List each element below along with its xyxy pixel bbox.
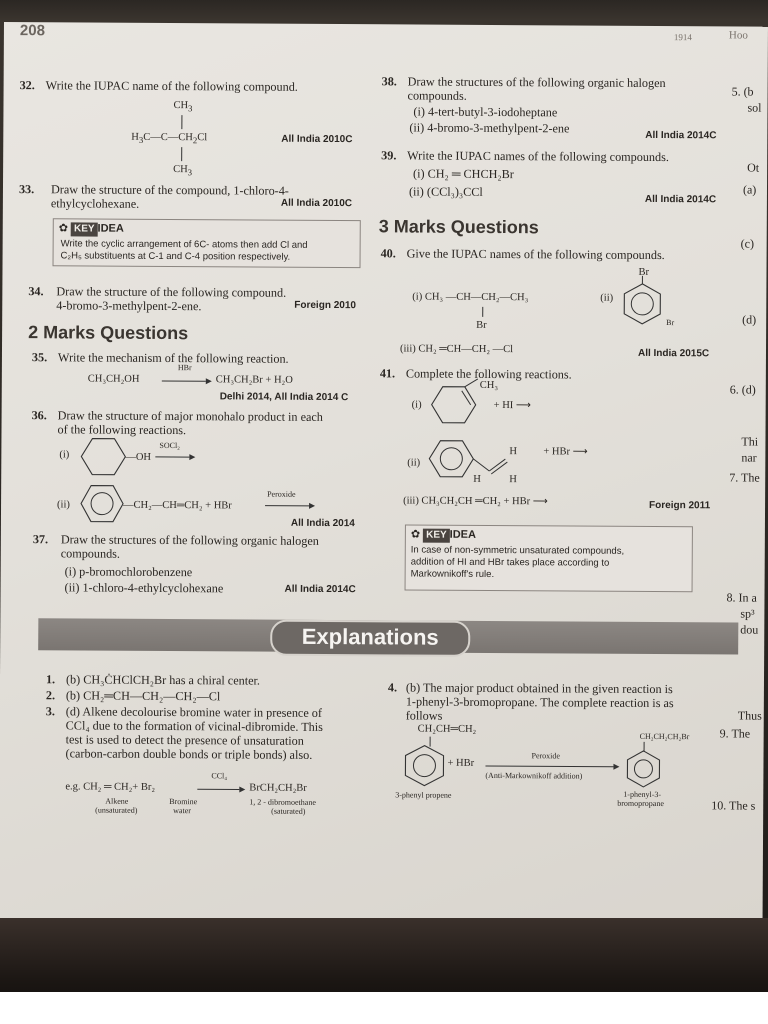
q35-product: CH₃CH₂Br + H₂O — [215, 374, 293, 386]
top-right-note-1: 1914 — [673, 32, 692, 43]
key-idea-1-header: ✿ KEY IDEA — [58, 222, 124, 235]
margin-6: 6. (d) — [729, 382, 756, 397]
q33-line2: ethylcyclohexane. — [50, 196, 140, 211]
q36-source: All India 2014 — [290, 517, 355, 530]
q41-ii-label: (ii) — [407, 457, 421, 469]
bromopropane-benzene-ring — [625, 750, 661, 788]
top-right-note-2: Hoo — [728, 29, 748, 42]
q34-source: Foreign 2010 — [294, 299, 357, 312]
q36-i-arrow — [155, 453, 195, 461]
q33-line1: Draw the structure of the compound, 1-chloro-4- — [50, 182, 289, 198]
exp3-line2: CCl₄ due to the formation of vicinal-dibromide. This — [65, 718, 323, 734]
exp4-label-right1: 1-phenyl-3- — [623, 789, 662, 800]
q41-text: Complete the following reactions. — [405, 366, 572, 382]
exp4-hbr: + HBr — [447, 757, 475, 769]
q38-i: (i) 4-tert-butyl-3-iodoheptane — [413, 104, 558, 120]
dibromo-benzene-ring — [622, 282, 662, 326]
q40-number: 40. — [380, 246, 396, 261]
q41-i-ch3: CH₃ — [479, 379, 499, 392]
q41-ii-h3: H — [509, 474, 517, 486]
exp3-line1: (d) Alkene decolourise bromine water in presence of — [65, 704, 323, 720]
q35-reagent: HBr — [177, 363, 192, 373]
q32-struct-mid: $H_3C—C—CH_2Cl$ — [131, 131, 208, 146]
key-idea-1-line2: C₂H₅ substituents at C-1 and C-4 position respectively. — [60, 250, 291, 263]
exp2-text: (b) CH₂═CH—CH₂—CH₂—Cl — [65, 688, 221, 704]
q33-source: All India 2010C — [280, 197, 353, 210]
exp1-text: (b) CH₃ĊHClCH₂Br has a chiral center. — [65, 672, 261, 688]
q38-ii: (ii) 4-bromo-3-methylpent-2-ene — [409, 120, 570, 136]
q36-i-label: (i) — [59, 449, 70, 461]
exp3-example: e.g. CH₂ ═ CH₂+ Br₂ — [65, 781, 156, 793]
q36-line2: of the following reactions. — [57, 422, 187, 438]
q37-number: 37. — [32, 532, 49, 547]
q39-text: Write the IUPAC names of the following compounds. — [407, 148, 669, 165]
q41-iii: (iii) CH₃CH₂CH ═CH₂ + HBr ⟶ — [403, 495, 548, 508]
exp3-label-alkene: Alkene — [105, 796, 129, 806]
q35-source: Delhi 2014, All India 2014 C — [219, 391, 349, 404]
q40-ii-br-top: Br — [638, 266, 650, 278]
q32-struct-top: $CH_3$ — [173, 100, 193, 114]
q38-line2: compounds. — [407, 88, 467, 103]
exp3-arrow — [197, 785, 245, 793]
q32-struct-bottom: $CH_3$ — [173, 164, 193, 178]
exp2-number: 2. — [45, 688, 56, 703]
bottom-white-strip — [0, 992, 768, 1024]
q40-text: Give the IUPAC names of the following compounds. — [406, 246, 665, 263]
margin-7: 7. The — [729, 470, 760, 485]
exp3-product: BrCH₂CH₂Br — [249, 782, 307, 794]
margin-ot: Ot — [747, 160, 760, 175]
exp3-label-saturated: (saturated) — [271, 806, 306, 816]
key-idea-2-line1: In case of non-symmetric unsaturated compounds, — [410, 544, 625, 557]
q38-line1: Draw the structures of the following organic halogen — [407, 74, 666, 91]
exp3-label-bromine: Bromine — [169, 797, 198, 807]
margin-thus: Thus — [737, 708, 762, 723]
q41-ii-h2: H — [473, 473, 481, 485]
q36-line1: Draw the structure of major monohalo product in each — [57, 408, 323, 424]
exp4-chain: CH₂CH═CH₂ — [417, 723, 477, 735]
q36-i-reagent: SOCl₂ — [159, 440, 181, 451]
q40-i: (i) CH₃ —CH—CH₂—CH₃ — [412, 291, 529, 304]
q32-number: 32. — [19, 78, 35, 93]
q35-arrow — [162, 377, 212, 385]
q41-i-reagent: + HI ⟶ — [493, 399, 532, 412]
q38-source: All India 2014C — [645, 129, 717, 142]
q32-source: All India 2010C — [281, 133, 353, 146]
q34-number: 34. — [28, 284, 44, 299]
explanations-title: Explanations — [270, 620, 470, 657]
q36-number: 36. — [31, 408, 47, 423]
margin-sp: sp³ — [740, 606, 755, 621]
exp4-line1: (b) The major product obtained in the given reaction is — [405, 680, 673, 697]
q36-ii-chain: —CH₂—CH═CH₂ + HBr — [123, 499, 232, 512]
exp1-number: 1. — [45, 672, 56, 687]
margin-thi: Thi — [741, 434, 759, 449]
two-marks-heading: 2 Marks Questions — [28, 322, 189, 344]
methylcyclohexene-ring — [432, 385, 476, 425]
page-number: 208 — [19, 22, 46, 40]
exp4-number: 4. — [387, 680, 398, 695]
benzene-ring-q36 — [81, 484, 123, 522]
cyclohexanol-ring — [81, 436, 125, 476]
q37-line1: Draw the structures of the following organic halogen — [60, 532, 319, 548]
exp4-arrow — [485, 762, 619, 771]
q37-line2: compounds. — [60, 546, 121, 561]
q41-source: Foreign 2011 — [649, 499, 711, 512]
margin-a: (a) — [742, 182, 757, 197]
q40-iii: (iii) CH₂ ═CH—CH₂ —Cl — [399, 343, 514, 356]
margin-c: (c) — [740, 236, 755, 251]
margin-so: sol — [747, 100, 762, 115]
key-idea-2-line2: addition of HI and HBr takes place according to — [410, 556, 610, 569]
q39-ii: (ii) (CCl₃)₃CCl — [408, 184, 483, 199]
q41-ii-reagent: + HBr ⟶ — [543, 446, 588, 458]
q41-i-label: (i) — [411, 399, 422, 411]
q35-number: 35. — [31, 350, 48, 365]
q40-i-bond — [482, 307, 483, 317]
q41-ii-h1: H — [509, 446, 518, 458]
phenylpropene-benzene-ring — [403, 744, 445, 786]
exp3-label-dibromoethane: 1, 2 - dibromoethane — [249, 797, 316, 807]
exp4-label-right2: bromopropane — [617, 798, 664, 809]
q33-number: 33. — [18, 182, 35, 197]
margin-d: (d) — [742, 312, 757, 327]
margin-dou: dou — [740, 622, 759, 637]
q36-ii-label: (ii) — [57, 499, 70, 511]
q32-bond-down — [181, 147, 182, 161]
q40-ii-br-side: Br — [666, 318, 675, 328]
q38-number: 38. — [381, 74, 397, 89]
q34-line2: 4-bromo-3-methylpent-2-ene. — [56, 298, 202, 314]
exp4-line3: follows — [405, 708, 443, 723]
q40-i-br: Br — [476, 319, 487, 331]
margin-nar: nar — [741, 450, 757, 465]
margin-10: 10. The s — [711, 798, 756, 813]
q40-source: All India 2015C — [637, 347, 710, 360]
margin-5: 5. (b — [731, 84, 754, 99]
exp3-reagent: CCl₄ — [211, 771, 228, 781]
q40-ii-label: (ii) — [600, 292, 614, 304]
q36-i-oh: —OH — [125, 451, 152, 463]
q36-ii-reagent: Peroxide — [267, 489, 296, 499]
q35-text: Write the mechanism of the following reaction. — [57, 350, 289, 366]
exp4-reagent-note: (Anti-Markownikoff addition) — [485, 770, 583, 781]
q39-number: 39. — [381, 148, 397, 163]
exp3-line4: (carbon-carbon double bonds or triple bonds) also. — [65, 746, 313, 762]
key-idea-1-line1: Write the cyclic arrangement of 6C- atoms then add Cl and — [60, 238, 308, 251]
q32-bond-up — [181, 115, 182, 129]
margin-8: 8. In a — [726, 590, 757, 605]
q35-reactant: CH₃CH₂OH — [87, 373, 140, 385]
q37-i: (i) p-bromochlorobenzene — [64, 564, 193, 580]
key-idea-2-header: ✿ KEY IDEA — [410, 528, 477, 541]
q41-number: 41. — [379, 366, 396, 381]
q36-ii-arrow — [265, 502, 315, 510]
exp3-line3: test is used to detect the presence of unsaturation — [65, 732, 304, 748]
textbook-page — [0, 22, 768, 925]
exp4-label-left: 3-phenyl propene — [395, 790, 452, 800]
exp3-number: 3. — [45, 704, 55, 719]
q39-i: (i) CH₂ ═ CHCH₂Br — [413, 166, 514, 182]
exp4-reagent: Peroxide — [531, 751, 560, 761]
exp3-label-water: water — [173, 806, 191, 816]
exp4-line2: 1-phenyl-3-bromopropane. The complete reaction is as — [405, 694, 674, 711]
q39-source: All India 2014C — [644, 193, 717, 206]
exp4-product-chain: CH₂CH₂CH₂Br — [639, 731, 690, 742]
exp3-label-unsaturated: (unsaturated) — [95, 805, 138, 815]
q32-text: Write the IUPAC name of the following compound. — [45, 78, 298, 94]
margin-9: 9. The — [719, 726, 751, 741]
key-idea-2-line3: Markownikoff's rule. — [410, 568, 495, 581]
q37-ii: (ii) 1-chloro-4-ethylcyclohexane — [64, 580, 224, 596]
q34-line1: Draw the structure of the following compound. — [56, 284, 287, 300]
q37-source: All India 2014C — [284, 583, 356, 596]
three-marks-heading: 3 Marks Questions — [378, 216, 539, 238]
